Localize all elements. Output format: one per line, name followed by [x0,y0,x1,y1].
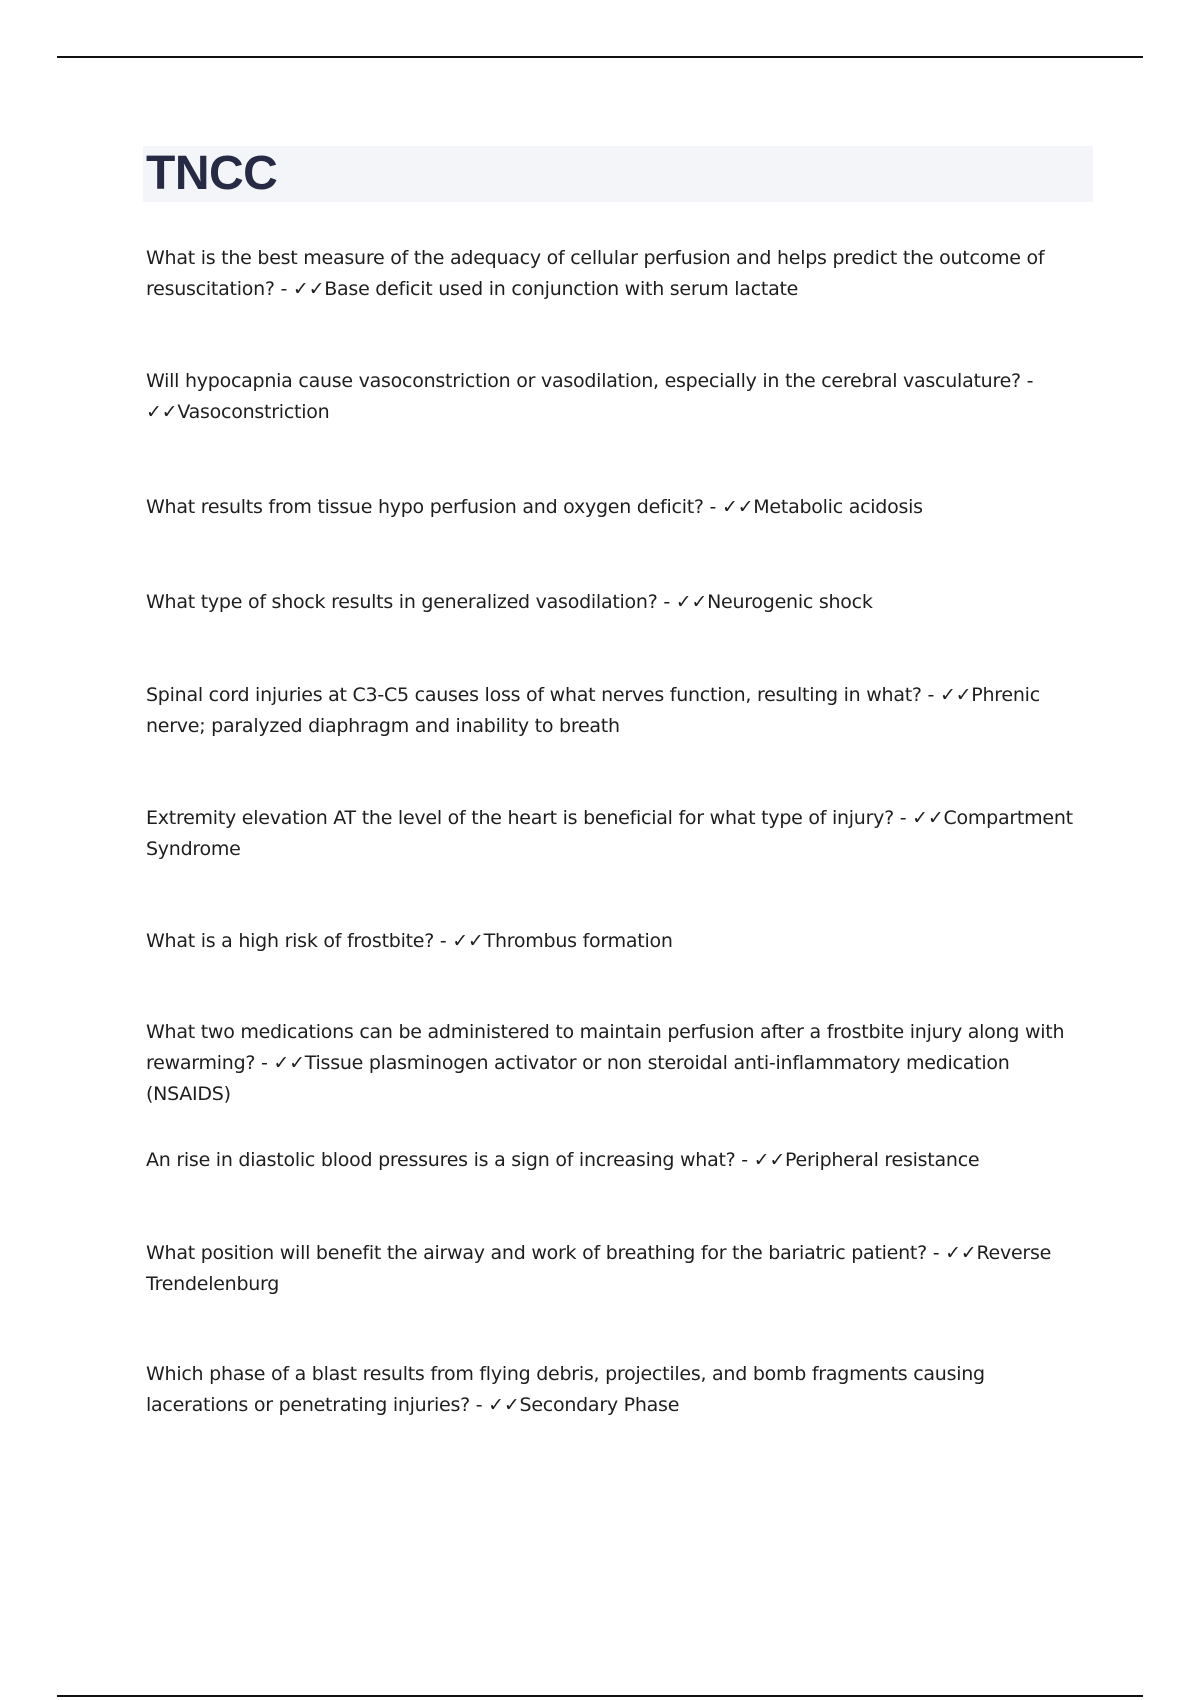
qa-item-5: Spinal cord injuries at C3-C5 causes loss of what nerves function, resulting in what? - ✓✓Phrenic nerve; paralyzed diaphragm and inability to breath [146,684,1040,737]
page-title: TNCC [146,147,278,200]
qa-item-6: Extremity elevation AT the level of the heart is beneficial for what type of injury? - ✓✓Compartment Syndrome [146,807,1073,860]
qa-item-10: What position will benefit the airway and work of breathing for the bariatric patient? - ✓✓Reverse Trendelenburg [146,1242,1052,1295]
qa-item-4: What type of shock results in generalized vasodilation? - ✓✓Neurogenic shock [146,591,873,613]
qa-item-1: What is the best measure of the adequacy of cellular perfusion and helps predict the outcome of resuscitation? - ✓✓Base deficit used in conjunction with serum lactate [146,247,1045,300]
qa-item-2: Will hypocapnia cause vasoconstriction or vasodilation, especially in the cerebral vasculature? - ✓✓Vasoconstriction [146,370,1034,423]
top-divider [57,56,1143,58]
qa-item-9: An rise in diastolic blood pressures is a sign of increasing what? - ✓✓Peripheral resistance [146,1149,980,1171]
title-band [143,146,1093,202]
qa-item-11: Which phase of a blast results from flying debris, projectiles, and bomb fragments causing lacerations or penetrating injuries? - ✓✓Secondary Phase [146,1363,985,1416]
bottom-divider [57,1695,1143,1697]
qa-item-7: What is a high risk of frostbite? - ✓✓Thrombus formation [146,930,673,952]
qa-item-3: What results from tissue hypo perfusion and oxygen deficit? - ✓✓Metabolic acidosis [146,496,923,518]
qa-item-8: What two medications can be administered to maintain perfusion after a frostbite injury along with rewarming? - ✓✓Tissue plasminogen activator or non steroidal anti-inflammatory medication (NSAIDS) [146,1021,1065,1105]
